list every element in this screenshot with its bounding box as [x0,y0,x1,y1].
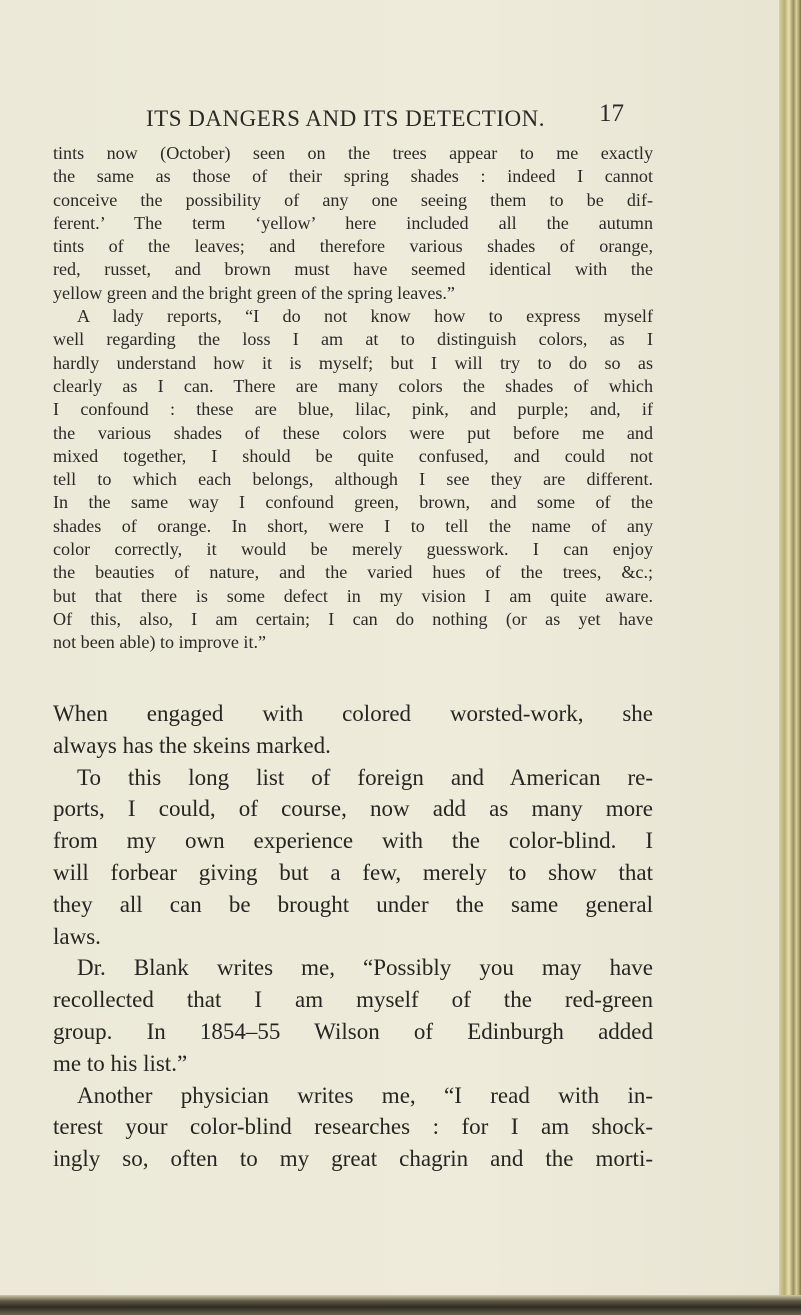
text-line: I confound : these are blue, lilac, pink, and purple; and, if [53,399,653,420]
text-line: always has the skeins marked. [53,732,331,758]
text-line: Another physician writes me, “I read with in- [77,1082,653,1108]
text-line: ingly so, often to my great chagrin and the morti- [53,1146,653,1172]
running-title: ITS DANGERS AND ITS DETECTION. [146,106,545,131]
text-line: not been able) to improve it.” [53,632,267,653]
text-line: To this long list of foreign and American re- [77,764,653,790]
text-line: hardly understand how it is myself; but I will try to do so as [53,352,653,373]
text-line: well regarding the loss I am at to distinguish colors, as I [53,329,653,350]
paragraph [53,142,653,305]
text-line: recollected that I am myself of the red-green [53,987,653,1013]
main-text-block [53,698,653,1175]
page-edge-shadow [779,0,801,1315]
text-line: tints now (October) seen on the trees appear to me exactly [53,143,653,163]
text-line: group. In 1854–55 Wilson of Edinburgh added [53,1018,653,1044]
text-line: from my own experience with the color-blind. I [53,828,653,854]
text-line: mixed together, I should be quite confused, and could not [53,445,653,466]
text-line: In the same way I confound green, brown, and some of the [53,492,653,513]
page-bottom-edge [0,1295,801,1315]
text-line: ferent.’ The term ‘yellow’ here included all the autumn [53,212,653,233]
paragraph [53,305,653,654]
text-line: terest your color-blind researches : for I am shock- [53,1114,653,1140]
paragraph [53,952,653,1079]
text-line: When engaged with colored worsted-work, she [53,701,653,726]
text-line: tell to which each belongs, although I see they are different. [53,469,653,490]
text-line: shades of orange. In short, were I to tell the name of any [53,515,653,536]
text-line: tints of the leaves; and therefore various shades of orange, [53,236,653,257]
text-line: the beauties of nature, and the varied hues of the trees, &c.; [53,562,653,583]
text-line: will forbear giving but a few, merely to show that [53,859,653,885]
text-line: the various shades of these colors were put before me and [53,422,653,443]
text-line: clearly as I can. There are many colors the shades of which [53,375,653,396]
text-line: but that there is some defect in my vision I am quite aware. [53,585,653,606]
page-header [146,100,646,134]
text-line: Dr. Blank writes me, “Possibly you may have [77,955,653,981]
paragraph [53,1080,653,1175]
text-line: A lady reports, “I do not know how to express myself [77,306,653,327]
text-line: conceive the possibility of any one seeing them to be dif- [53,189,653,210]
text-line: ports, I could, of course, now add as many more [53,796,653,822]
text-line: laws. [53,923,101,949]
text-line: me to his list.” [53,1050,188,1076]
text-line: color correctly, it would be merely guesswork. I can enjoy [53,539,653,560]
text-line: they all can be brought under the same general [53,891,653,917]
text-line: the same as those of their spring shades : indeed I cannot [53,166,653,187]
paragraph [53,698,653,762]
page-number: 17 [599,100,624,127]
quoted-text-block [53,142,653,655]
text-line: Of this, also, I am certain; I can do nothing (or as yet have [53,608,653,629]
text-line: yellow green and the bright green of the spring leaves.” [53,282,455,303]
text-line: red, russet, and brown must have seemed identical with the [53,259,653,280]
paragraph [53,762,653,953]
